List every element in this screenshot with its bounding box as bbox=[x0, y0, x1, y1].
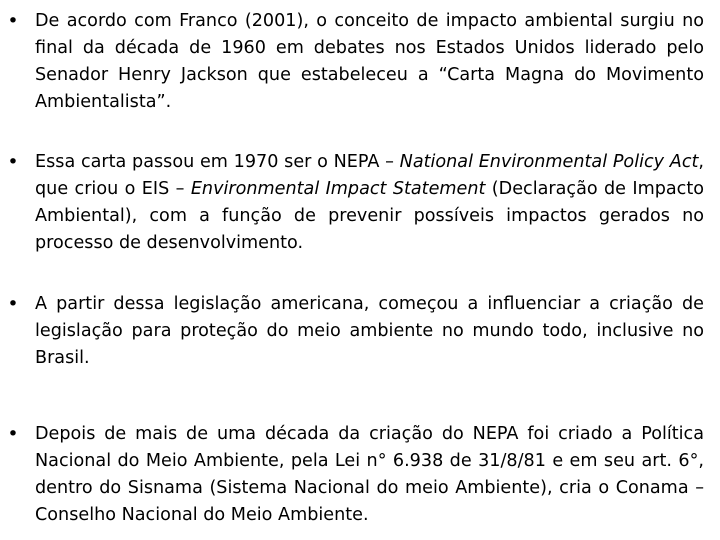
bullet-text-2 bbox=[35, 149, 704, 257]
eis-full-name: Environmental Impact Statement bbox=[190, 179, 486, 199]
bullet-item-2 bbox=[6, 149, 704, 257]
nepa-full-name: National Environmental Policy Act bbox=[399, 152, 699, 172]
text-segment: (Declaração de Impacto Ambiental), com a função de prevenir possíveis impactos gerados no processo de desenvolvimento. bbox=[35, 179, 704, 253]
bullet-marker: • bbox=[7, 151, 19, 173]
bullet-item-3 bbox=[6, 291, 704, 372]
bullet-text-3: A partir dessa legislação americana, começou a influenciar a criação de legislação para proteção do meio ambiente no mundo todo, inclusive no Brasil. bbox=[35, 294, 704, 368]
bullet-marker: • bbox=[7, 10, 19, 32]
text-segment: , que criou o EIS – bbox=[35, 152, 704, 199]
bullet-item-4 bbox=[6, 421, 704, 529]
bullet-marker: • bbox=[7, 423, 19, 445]
bullet-marker: • bbox=[7, 293, 19, 315]
bullet-text-1: De acordo com Franco (2001), o conceito de impacto ambiental surgiu no final da década de 1960 em debates nos Estados Unidos liderado pelo Senador Henry Jackson que estabeleceu a “Carta Magna do Movimento Ambientalista”. bbox=[35, 11, 704, 112]
text-segment: Essa carta passou em 1970 ser o NEPA – bbox=[35, 152, 400, 172]
bullet-item-1 bbox=[6, 8, 704, 116]
bullet-text-4: Depois de mais de uma década da criação do NEPA foi criado a Política Nacional do Meio Ambiente, pela Lei n° 6.938 de 31/8/81 e em seu art. 6°, dentro do Sisnama (Sistema Nacional do meio Ambiente), cria o Conama – Conselho Nacional do Meio Ambiente. bbox=[35, 424, 704, 525]
